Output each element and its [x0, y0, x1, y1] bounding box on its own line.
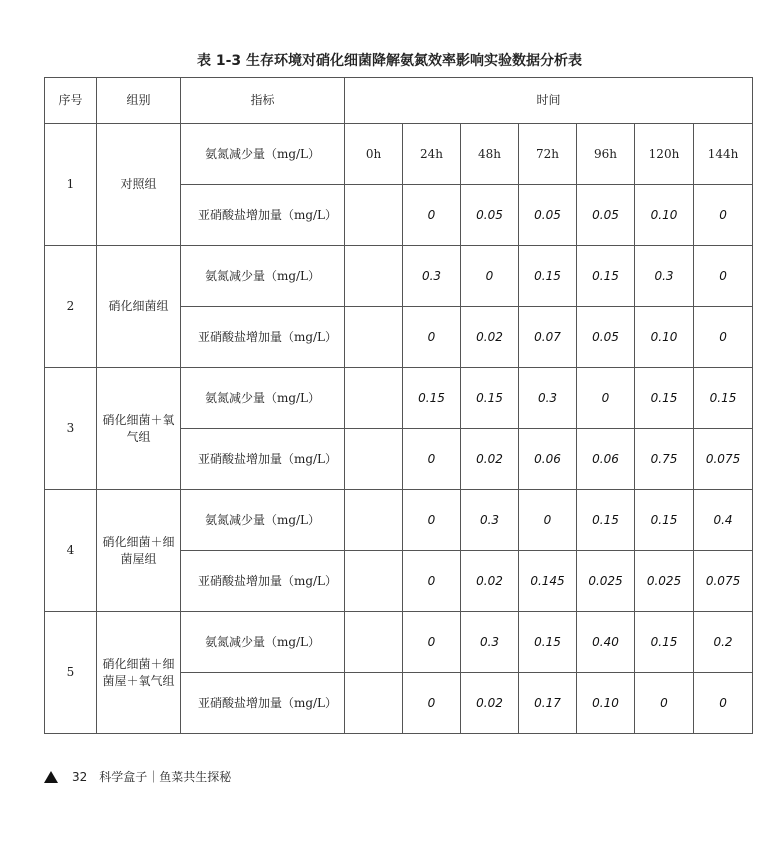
group-index: 2: [45, 246, 97, 368]
header-row: [45, 78, 753, 124]
value-cell: 0.2: [694, 612, 753, 673]
time-label: 0h: [345, 124, 403, 185]
time-label: 96h: [577, 124, 635, 185]
time-label: 48h: [461, 124, 519, 185]
value-cell: 0.15: [694, 368, 753, 429]
value-cell: 0.3: [461, 490, 519, 551]
page-footer: [44, 768, 231, 785]
value-cell: 0.17: [519, 673, 577, 734]
value-cell: [345, 368, 403, 429]
value-cell: 0.07: [519, 307, 577, 368]
value-cell: 0.75: [635, 429, 694, 490]
value-cell: 0.05: [577, 185, 635, 246]
value-cell: 0.025: [577, 551, 635, 612]
value-cell: 0.02: [461, 307, 519, 368]
value-cell: 0.06: [577, 429, 635, 490]
value-cell: 0.40: [577, 612, 635, 673]
value-cell: 0.4: [694, 490, 753, 551]
indicator-label: 氨氮减少量（mg/L）: [181, 246, 345, 307]
value-cell: 0.02: [461, 429, 519, 490]
value-cell: 0.3: [461, 612, 519, 673]
value-cell: 0.15: [577, 246, 635, 307]
value-cell: [345, 551, 403, 612]
value-cell: 0.02: [461, 551, 519, 612]
value-cell: 0: [403, 612, 461, 673]
time-label: 120h: [635, 124, 694, 185]
value-cell: [345, 246, 403, 307]
group-index: 3: [45, 368, 97, 490]
group-name: 硝化细菌＋细菌屋组: [97, 490, 181, 612]
indicator-label: 氨氮减少量（mg/L）: [181, 490, 345, 551]
value-cell: 0.3: [519, 368, 577, 429]
value-cell: 0.075: [694, 551, 753, 612]
header-indicator: 指标: [181, 78, 345, 124]
value-cell: 0.10: [577, 673, 635, 734]
value-cell: 0.15: [519, 246, 577, 307]
value-cell: 0: [403, 307, 461, 368]
value-cell: 0: [403, 673, 461, 734]
value-cell: 0: [694, 673, 753, 734]
indicator-label: 氨氮减少量（mg/L）: [181, 368, 345, 429]
value-cell: 0: [403, 551, 461, 612]
header-group: 组别: [97, 78, 181, 124]
value-cell: 0.06: [519, 429, 577, 490]
value-cell: [345, 612, 403, 673]
table-row: [45, 490, 753, 551]
value-cell: 0: [694, 307, 753, 368]
value-cell: [345, 429, 403, 490]
value-cell: 0: [694, 185, 753, 246]
group-name: 硝化细菌组: [97, 246, 181, 368]
value-cell: 0.145: [519, 551, 577, 612]
indicator-label: 亚硝酸盐增加量（mg/L）: [181, 185, 345, 246]
indicator-label: 亚硝酸盐增加量（mg/L）: [181, 551, 345, 612]
indicator-label: 氨氮减少量（mg/L）: [181, 124, 345, 185]
value-cell: 0.15: [461, 368, 519, 429]
value-cell: 0: [403, 429, 461, 490]
group-name: 硝化细菌＋细菌屋＋氧气组: [97, 612, 181, 734]
group-index: 4: [45, 490, 97, 612]
value-cell: 0.10: [635, 185, 694, 246]
value-cell: 0.025: [635, 551, 694, 612]
value-cell: 0: [403, 490, 461, 551]
value-cell: 0.15: [635, 612, 694, 673]
header-index: 序号: [45, 78, 97, 124]
data-table: [44, 77, 753, 734]
time-label: 24h: [403, 124, 461, 185]
value-cell: 0.15: [403, 368, 461, 429]
time-label: 144h: [694, 124, 753, 185]
value-cell: 0: [577, 368, 635, 429]
indicator-label: 亚硝酸盐增加量（mg/L）: [181, 429, 345, 490]
indicator-label: 亚硝酸盐增加量（mg/L）: [181, 673, 345, 734]
header-time: 时间: [345, 78, 753, 124]
value-cell: 0.05: [461, 185, 519, 246]
group-name: 对照组: [97, 124, 181, 246]
value-cell: 0: [403, 185, 461, 246]
triangle-icon: [44, 771, 58, 783]
table-row: [45, 368, 753, 429]
value-cell: 0: [461, 246, 519, 307]
value-cell: [345, 490, 403, 551]
table-row: [45, 246, 753, 307]
value-cell: 0.075: [694, 429, 753, 490]
value-cell: 0: [635, 673, 694, 734]
group-name: 硝化细菌＋氧气组: [97, 368, 181, 490]
value-cell: 0.10: [635, 307, 694, 368]
table-row: [45, 612, 753, 673]
value-cell: 0.02: [461, 673, 519, 734]
table-row: [45, 124, 753, 185]
value-cell: 0.15: [519, 612, 577, 673]
value-cell: 0.05: [577, 307, 635, 368]
group-index: 1: [45, 124, 97, 246]
group-index: 5: [45, 612, 97, 734]
value-cell: [345, 185, 403, 246]
value-cell: 0.15: [577, 490, 635, 551]
indicator-label: 亚硝酸盐增加量（mg/L）: [181, 307, 345, 368]
page-number: 32: [72, 769, 88, 784]
value-cell: 0.3: [635, 246, 694, 307]
value-cell: 0: [519, 490, 577, 551]
indicator-label: 氨氮减少量（mg/L）: [181, 612, 345, 673]
value-cell: 0.15: [635, 490, 694, 551]
page-title: 表 1-3 生存环境对硝化细菌降解氨氮效率影响实验数据分析表: [196, 53, 583, 69]
value-cell: [345, 673, 403, 734]
value-cell: 0.15: [635, 368, 694, 429]
value-cell: 0.05: [519, 185, 577, 246]
value-cell: 0.3: [403, 246, 461, 307]
value-cell: 0: [694, 246, 753, 307]
value-cell: [345, 307, 403, 368]
time-label: 72h: [519, 124, 577, 185]
book-title: 科学盒子｜鱼菜共生探秘: [99, 770, 232, 784]
